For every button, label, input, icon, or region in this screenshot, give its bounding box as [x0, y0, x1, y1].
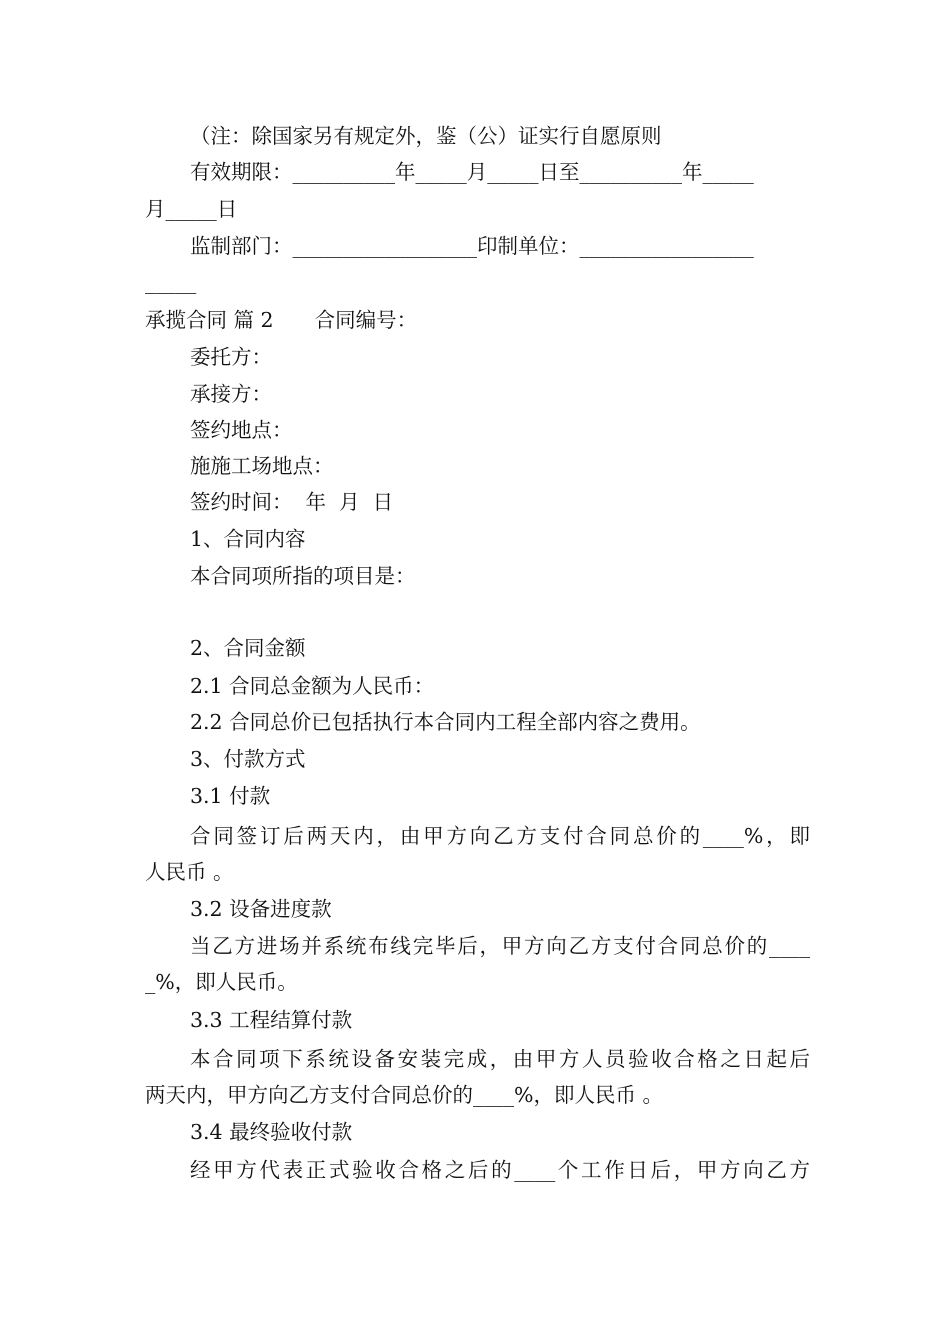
signing-time-field: 签约时间： 年 月 日 [190, 490, 394, 514]
clause-2-2: 2.2 合同总价已包括执行本合同内工程全部内容之费用。 [190, 710, 701, 734]
clause-3-1-heading: 3.1 付款 [190, 784, 271, 808]
supervision-continuation: _____ [145, 270, 197, 294]
clause-3-2-heading: 3.2 设备进度款 [190, 897, 332, 921]
clause-2-1: 2.1 合同总金额为人民币： [190, 674, 435, 698]
supervision-line: 监制部门：__________________印制单位：_________________ [190, 234, 754, 258]
clause-3-3-text: 本合同项下系统设备安装完成，由甲方人员验收合格之日起后 [190, 1047, 810, 1071]
construction-site-field: 施施工场地点： [190, 454, 334, 478]
validity-period-line: 有效期限：__________年_____月_____日至__________年_____ [190, 160, 754, 184]
clause-3-3-continuation: 两天内，甲方向乙方支付合同总价的____%，即人民币 。 [145, 1083, 663, 1107]
section-1-heading: 1、合同内容 [190, 527, 306, 551]
contractor-field: 承接方： [190, 382, 272, 406]
notice-line: （注：除国家另有规定外，鉴（公）证实行自愿原则 [190, 124, 662, 148]
clause-3-1-text: 合同签订后两天内，由甲方向乙方支付合同总价的____%，即 [190, 824, 810, 848]
signing-location-field: 签约地点： [190, 418, 293, 442]
section-2-heading: 2、合同金额 [190, 636, 306, 660]
clause-3-4-heading: 3.4 最终验收付款 [190, 1120, 353, 1144]
clause-3-3-heading: 3.3 工程结算付款 [190, 1008, 353, 1032]
section-3-heading: 3、付款方式 [190, 747, 306, 771]
contract-heading: 承揽合同 篇 2 合同编号： [145, 308, 418, 332]
validity-period-continuation: 月_____日 [145, 197, 238, 221]
clause-3-2-text: 当乙方进场并系统布线完毕后，甲方向乙方支付合同总价的____ [190, 934, 810, 958]
client-field: 委托方： [190, 345, 272, 369]
project-description: 本合同项所指的项目是： [190, 564, 416, 588]
clause-3-2-continuation: _%，即人民币。 [145, 970, 298, 994]
clause-3-4-text: 经甲方代表正式验收合格之后的____个工作日后，甲方向乙方 [190, 1158, 810, 1182]
clause-3-1-continuation: 人民币 。 [145, 860, 234, 884]
